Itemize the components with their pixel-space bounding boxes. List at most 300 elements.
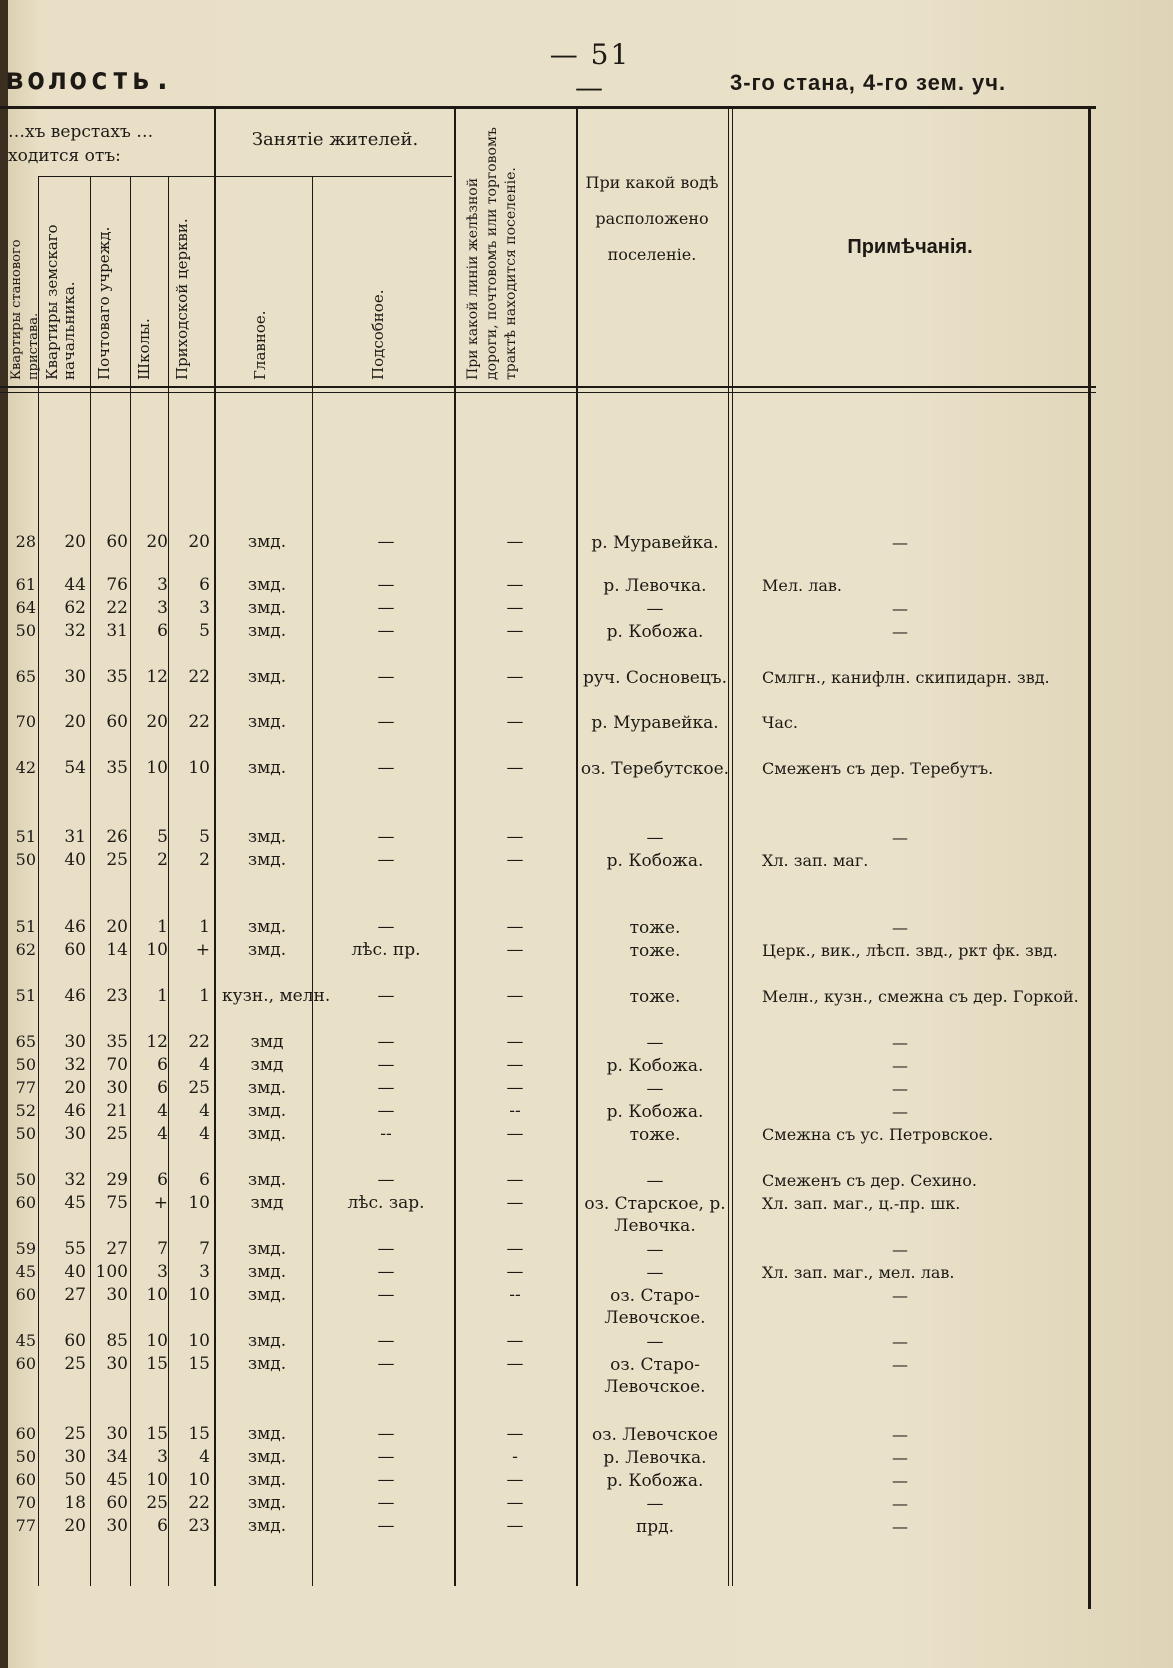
- cell-note: —: [892, 622, 908, 641]
- cell-c0: 50: [15, 1170, 36, 1189]
- cell-note: —: [892, 1494, 908, 1513]
- cell-c7: —: [506, 1331, 524, 1351]
- cell-c4: 22: [188, 1032, 210, 1052]
- cell-note: —: [892, 533, 908, 552]
- cell-c3: 10: [146, 758, 168, 778]
- cell-c6: —: [377, 1493, 395, 1513]
- cell-c1: 60: [64, 940, 86, 960]
- cell-c2: 60: [106, 712, 128, 732]
- cell-c6: —: [377, 1170, 395, 1190]
- cell-c5: змд.: [247, 1493, 287, 1513]
- cell-c7: -: [512, 1447, 518, 1467]
- cell-note: —: [892, 1471, 908, 1490]
- cell-c5: змд.: [247, 1516, 287, 1536]
- cell-c1: 20: [64, 532, 86, 552]
- cell-c2: 14: [106, 940, 128, 960]
- cell-c4: 23: [188, 1516, 210, 1536]
- cell-c6: —: [377, 598, 395, 618]
- cell-c5: змд.: [247, 1285, 287, 1305]
- cell-c2: 45: [106, 1470, 128, 1490]
- cell-c6: —: [377, 575, 395, 595]
- table-row: [0, 575, 1173, 595]
- cell-c2: 25: [106, 1124, 128, 1144]
- cell-water: тоже.: [629, 1125, 681, 1145]
- cell-note: Хл. зап. маг., ц.-пр. шк.: [762, 1194, 961, 1213]
- cell-c5: змд.: [247, 598, 287, 618]
- table-row: [0, 1170, 1173, 1190]
- cell-c4: 10: [188, 1331, 210, 1351]
- cell-c4: 22: [188, 667, 210, 687]
- cell-c7: —: [506, 940, 524, 960]
- cell-water: р. Кобожа.: [606, 1102, 704, 1122]
- cell-c1: 55: [64, 1239, 86, 1259]
- cell-c6: —: [377, 1470, 395, 1490]
- cell-water: р. Кобожа.: [606, 851, 704, 871]
- cell-c4: 10: [188, 758, 210, 778]
- table-row: [0, 598, 1173, 618]
- table-row: [0, 532, 1173, 552]
- cell-c3: 25: [146, 1493, 168, 1513]
- cell-c3: 10: [146, 1470, 168, 1490]
- table-row: [0, 712, 1173, 732]
- cell-c3: 4: [157, 1101, 168, 1121]
- cell-c5: змд.: [247, 621, 287, 641]
- cell-c5: змд: [250, 1193, 284, 1213]
- cell-c2: 29: [106, 1170, 128, 1190]
- cell-c7: —: [506, 1354, 524, 1374]
- cell-c6: —: [377, 1262, 395, 1282]
- cell-c3: 3: [157, 1262, 168, 1282]
- cell-c1: 40: [64, 1262, 86, 1282]
- cell-note: —: [892, 1102, 908, 1121]
- cell-c5: кузн., мелн.: [222, 986, 331, 1006]
- cell-c2: 75: [106, 1193, 128, 1213]
- table-row: [0, 850, 1173, 870]
- cell-c6: —: [377, 1078, 395, 1098]
- cell-c2: 26: [106, 827, 128, 847]
- cell-note: —: [892, 1033, 908, 1052]
- cell-water: —: [646, 1079, 664, 1099]
- cell-c0: 77: [15, 1516, 36, 1535]
- cell-c3: 3: [157, 1447, 168, 1467]
- cell-c1: 30: [64, 1124, 86, 1144]
- col-header-main-occupation: Главное.: [251, 310, 269, 380]
- cell-c5: змд.: [247, 1447, 287, 1467]
- cell-c1: 40: [64, 850, 86, 870]
- cell-note: Церк., вик., лѣсп. звд., ркт фк. звд.: [762, 941, 1058, 960]
- table-row: [0, 917, 1173, 937]
- cell-c3: 12: [146, 667, 168, 687]
- cell-c2: 34: [106, 1447, 128, 1467]
- cell-c6: лѣс. зар.: [347, 1193, 425, 1213]
- cell-c7: —: [506, 1032, 524, 1052]
- cell-c4: 6: [199, 1170, 210, 1190]
- cell-c3: 10: [146, 1285, 168, 1305]
- cell-c1: 45: [64, 1193, 86, 1213]
- cell-c3: 10: [146, 1331, 168, 1351]
- cell-water: —: [646, 599, 664, 619]
- cell-c2: 35: [106, 667, 128, 687]
- cell-c3: 4: [157, 1124, 168, 1144]
- header-bottom-rule: [0, 386, 1096, 388]
- table-row: [0, 1193, 1173, 1236]
- cell-c1: 32: [64, 621, 86, 641]
- cell-water: р. Муравейка.: [591, 533, 719, 553]
- cell-c6: —: [377, 1331, 395, 1351]
- cell-c0: 42: [15, 758, 36, 777]
- cell-c6: --: [380, 1124, 392, 1144]
- cell-c3: 2: [157, 850, 168, 870]
- cell-note: —: [892, 1286, 908, 1305]
- cell-c3: 6: [157, 1170, 168, 1190]
- cell-c4: 10: [188, 1193, 210, 1213]
- cell-c1: 50: [64, 1470, 86, 1490]
- col-header-zemstvo-chief: Квартиры земскаго начальника.: [43, 224, 78, 380]
- page-number: — 51 —: [549, 38, 631, 104]
- cell-c2: 30: [106, 1078, 128, 1098]
- cell-c0: 51: [15, 917, 36, 936]
- cell-c0: 61: [15, 575, 36, 594]
- cell-c7: --: [509, 1285, 521, 1305]
- cell-c4: 15: [188, 1424, 210, 1444]
- cell-c0: 50: [15, 621, 36, 640]
- cell-c0: 60: [15, 1193, 36, 1212]
- cell-c2: 70: [106, 1055, 128, 1075]
- cell-c5: змд: [250, 1055, 284, 1075]
- cell-c0: 28: [15, 532, 36, 551]
- cell-note: —: [892, 1425, 908, 1444]
- cell-c7: —: [506, 1124, 524, 1144]
- cell-c3: 3: [157, 575, 168, 595]
- table-row: [0, 1354, 1173, 1397]
- cell-water: —: [646, 828, 664, 848]
- cell-c5: змд: [250, 1032, 284, 1052]
- cell-c0: 64: [15, 598, 36, 617]
- cell-c2: 20: [106, 917, 128, 937]
- cell-c3: 20: [146, 532, 168, 552]
- cell-c6: —: [377, 621, 395, 641]
- cell-note: Смеженъ съ дер. Теребутъ.: [762, 759, 994, 778]
- cell-c4: 6: [199, 575, 210, 595]
- cell-c7: —: [506, 1055, 524, 1075]
- col-rule: [130, 176, 131, 1586]
- col-header-post-office: Почтоваго учрежд.: [95, 226, 113, 380]
- cell-c0: 70: [15, 712, 36, 731]
- cell-note: —: [892, 918, 908, 937]
- cell-note: Смлгн., канифлн. скипидарн. звд.: [762, 668, 1050, 687]
- table-row: [0, 1493, 1173, 1513]
- cell-c7: —: [506, 667, 524, 687]
- cell-c2: 85: [106, 1331, 128, 1351]
- cell-c3: 1: [157, 917, 168, 937]
- cell-c4: 3: [199, 598, 210, 618]
- cell-c4: 15: [188, 1354, 210, 1374]
- cell-c5: змд.: [247, 827, 287, 847]
- volost-title: волость.: [6, 62, 175, 97]
- cell-c4: 1: [199, 917, 210, 937]
- cell-c7: —: [506, 1470, 524, 1490]
- cell-c0: 60: [15, 1285, 36, 1304]
- cell-c0: 50: [15, 850, 36, 869]
- table-row: [0, 1124, 1173, 1144]
- cell-c5: змд.: [247, 1239, 287, 1259]
- cell-c6: —: [377, 667, 395, 687]
- cell-c0: 60: [15, 1424, 36, 1443]
- cell-water: —: [646, 1263, 664, 1283]
- cell-water: р. Левочка.: [603, 576, 707, 596]
- cell-note: Хл. зап. маг.: [762, 851, 869, 870]
- cell-water: руч. Сосновецъ.: [582, 668, 728, 688]
- cell-c2: 35: [106, 758, 128, 778]
- cell-c0: 62: [15, 940, 36, 959]
- cell-water: р. Кобожа.: [606, 1056, 704, 1076]
- cell-c7: —: [506, 1516, 524, 1536]
- cell-c1: 25: [64, 1424, 86, 1444]
- cell-c4: 4: [199, 1055, 210, 1075]
- district-label: 3-го стана, 4-го зем. уч.: [730, 70, 1007, 95]
- cell-note: —: [892, 1517, 908, 1536]
- cell-note: Смеженъ съ дер. Сехино.: [762, 1171, 978, 1190]
- cell-c6: —: [377, 758, 395, 778]
- cell-c1: 46: [64, 986, 86, 1006]
- cell-c3: 7: [157, 1239, 168, 1259]
- cell-c5: змд.: [247, 1124, 287, 1144]
- cell-c4: 7: [199, 1239, 210, 1259]
- cell-c6: —: [377, 986, 395, 1006]
- cell-note: Смежна съ ус. Петровское.: [762, 1125, 994, 1144]
- cell-c7: —: [506, 1170, 524, 1190]
- distance-group-header: …хъ верстахъ …ходится отъ:: [8, 122, 154, 166]
- cell-water: —: [646, 1494, 664, 1514]
- cell-c4: 5: [199, 621, 210, 641]
- cell-c4: 4: [199, 1101, 210, 1121]
- cell-c7: --: [509, 1101, 521, 1121]
- cell-c2: 35: [106, 1032, 128, 1052]
- cell-c3: 1: [157, 986, 168, 1006]
- cell-c5: змд.: [247, 1470, 287, 1490]
- cell-c7: —: [506, 1424, 524, 1444]
- cell-water: тоже.: [629, 987, 681, 1007]
- cell-c4: 4: [199, 1447, 210, 1467]
- cell-c6: лѣс. пр.: [351, 940, 421, 960]
- cell-c6: —: [377, 1447, 395, 1467]
- cell-c2: 100: [95, 1262, 128, 1282]
- col-header-auxiliary-occupation: Подсобное.: [369, 289, 387, 380]
- cell-c3: 3: [157, 598, 168, 618]
- occupation-subheader-rule: [216, 176, 452, 177]
- cell-c1: 54: [64, 758, 86, 778]
- cell-c1: 30: [64, 667, 86, 687]
- cell-c0: 60: [15, 1470, 36, 1489]
- cell-c6: —: [377, 827, 395, 847]
- cell-c2: 30: [106, 1285, 128, 1305]
- cell-c0: 60: [15, 1354, 36, 1373]
- cell-c0: 52: [15, 1101, 36, 1120]
- cell-c3: 6: [157, 621, 168, 641]
- cell-c2: 30: [106, 1424, 128, 1444]
- cell-c3: 10: [146, 940, 168, 960]
- cell-c2: 60: [106, 1493, 128, 1513]
- cell-c3: 6: [157, 1516, 168, 1536]
- cell-c7: —: [506, 1493, 524, 1513]
- cell-c2: 30: [106, 1354, 128, 1374]
- col-header-railway-road: При какой линіи желѣзной дороги, почтовомъ или торговомъ трактѣ находится поселеніе.: [465, 127, 519, 380]
- cell-c0: 77: [15, 1078, 36, 1097]
- cell-note: Мелн., кузн., смежна съ дер. Горкой.: [762, 987, 1079, 1006]
- cell-c5: змд.: [247, 758, 287, 778]
- cell-c7: —: [506, 1262, 524, 1282]
- cell-c6: —: [377, 1032, 395, 1052]
- cell-c5: змд.: [247, 575, 287, 595]
- cell-water: —: [646, 1171, 664, 1191]
- cell-c0: 45: [15, 1331, 36, 1350]
- cell-water: р. Левочка.: [603, 1448, 707, 1468]
- cell-c6: —: [377, 1424, 395, 1444]
- col-header-parish-church: Приходской церкви.: [173, 218, 191, 380]
- cell-note: —: [892, 599, 908, 618]
- table-row: [0, 940, 1173, 960]
- cell-c1: 18: [64, 1493, 86, 1513]
- cell-note: —: [892, 1332, 908, 1351]
- cell-water: —: [646, 1332, 664, 1352]
- cell-c1: 20: [64, 712, 86, 732]
- cell-c0: 50: [15, 1124, 36, 1143]
- cell-c4: 20: [188, 532, 210, 552]
- cell-c7: —: [506, 1193, 524, 1213]
- col-rule: [90, 176, 91, 1586]
- cell-c5: змд.: [247, 1331, 287, 1351]
- cell-c2: 22: [106, 598, 128, 618]
- cell-c7: —: [506, 1078, 524, 1098]
- water-header: При какой водѣ расположено поселеніе.: [585, 173, 719, 264]
- cell-note: Хл. зап. маг., мел. лав.: [762, 1263, 955, 1282]
- cell-c4: 10: [188, 1285, 210, 1305]
- cell-c0: 65: [15, 667, 36, 686]
- cell-water: р. Муравейка.: [591, 713, 719, 733]
- cell-c6: —: [377, 532, 395, 552]
- cell-c5: змд.: [247, 712, 287, 732]
- cell-c0: 50: [15, 1055, 36, 1074]
- cell-c3: 12: [146, 1032, 168, 1052]
- cell-c1: 32: [64, 1170, 86, 1190]
- cell-c1: 30: [64, 1447, 86, 1467]
- cell-water: оз. Старское, р. Левочка.: [584, 1194, 726, 1236]
- cell-c5: змд.: [247, 940, 287, 960]
- cell-c2: 60: [106, 532, 128, 552]
- cell-c0: 59: [15, 1239, 36, 1258]
- table-row: [0, 827, 1173, 847]
- top-rule: [0, 106, 1096, 109]
- cell-c5: змд.: [247, 1078, 287, 1098]
- cell-c1: 46: [64, 917, 86, 937]
- cell-c5: змд.: [247, 1262, 287, 1282]
- cell-c0: 65: [15, 1032, 36, 1051]
- table-row: [0, 1331, 1173, 1351]
- table-row: [0, 1032, 1173, 1052]
- cell-c6: —: [377, 1239, 395, 1259]
- cell-c3: 5: [157, 827, 168, 847]
- table-row: [0, 621, 1173, 641]
- cell-note: —: [892, 1355, 908, 1374]
- table-row: [0, 1055, 1173, 1075]
- cell-c4: 4: [199, 1124, 210, 1144]
- table-row: [0, 1470, 1173, 1490]
- cell-c1: 60: [64, 1331, 86, 1351]
- cell-water: оз. Старо-Левочское.: [604, 1286, 706, 1328]
- occupation-group-header: Занятіе жителей.: [251, 129, 419, 150]
- table-row: [0, 1101, 1173, 1121]
- cell-note: —: [892, 1240, 908, 1259]
- cell-c6: —: [377, 712, 395, 732]
- cell-note: —: [892, 828, 908, 847]
- table-row: [0, 1078, 1173, 1098]
- cell-water: тоже.: [629, 941, 681, 961]
- table-row: [0, 1285, 1173, 1328]
- cell-note: Час.: [762, 713, 798, 732]
- table-row: [0, 1239, 1173, 1259]
- cell-note: —: [892, 1448, 908, 1467]
- cell-c4: 1: [199, 986, 210, 1006]
- cell-c2: 76: [106, 575, 128, 595]
- table-row: [0, 1516, 1173, 1536]
- cell-c5: змд.: [247, 1170, 287, 1190]
- cell-c1: 31: [64, 827, 86, 847]
- cell-c1: 20: [64, 1516, 86, 1536]
- cell-c3: 15: [146, 1424, 168, 1444]
- table-row: [0, 1424, 1173, 1444]
- cell-water: тоже.: [629, 918, 681, 938]
- cell-c7: —: [506, 598, 524, 618]
- cell-c3: 20: [146, 712, 168, 732]
- distance-subheader-rule: [38, 176, 214, 177]
- cell-c7: —: [506, 575, 524, 595]
- cell-c0: 45: [15, 1262, 36, 1281]
- cell-c7: —: [506, 827, 524, 847]
- cell-c0: 51: [15, 986, 36, 1005]
- notes-header: Примѣчанія.: [847, 236, 973, 258]
- cell-water: оз. Теребутское.: [580, 759, 730, 779]
- col-header-police-quarters: Квартиры станового пристава.: [9, 239, 41, 380]
- cell-note: —: [892, 1079, 908, 1098]
- cell-c0: 70: [15, 1493, 36, 1512]
- cell-water: р. Кобожа.: [606, 1471, 704, 1491]
- col-rule: [38, 176, 39, 1586]
- header-bottom-rule-2: [0, 392, 1096, 393]
- cell-c6: —: [377, 917, 395, 937]
- cell-c2: 23: [106, 986, 128, 1006]
- table-row: [0, 1447, 1173, 1467]
- col-header-school: Школы.: [135, 318, 153, 380]
- cell-c2: 27: [106, 1239, 128, 1259]
- cell-c7: —: [506, 1239, 524, 1259]
- cell-c6: —: [377, 1516, 395, 1536]
- cell-c5: змд.: [247, 1354, 287, 1374]
- cell-c7: —: [506, 917, 524, 937]
- cell-c7: —: [506, 986, 524, 1006]
- cell-c1: 32: [64, 1055, 86, 1075]
- col-rule: [168, 176, 169, 1586]
- cell-c4: 22: [188, 1493, 210, 1513]
- cell-water: —: [646, 1240, 664, 1260]
- cell-water: оз. Левочское: [591, 1425, 719, 1445]
- table-row: [0, 986, 1173, 1006]
- cell-c1: 46: [64, 1101, 86, 1121]
- cell-water: прд.: [635, 1517, 675, 1537]
- cell-c1: 62: [64, 598, 86, 618]
- cell-c5: змд.: [247, 532, 287, 552]
- cell-c4: 2: [199, 850, 210, 870]
- cell-c1: 44: [64, 575, 86, 595]
